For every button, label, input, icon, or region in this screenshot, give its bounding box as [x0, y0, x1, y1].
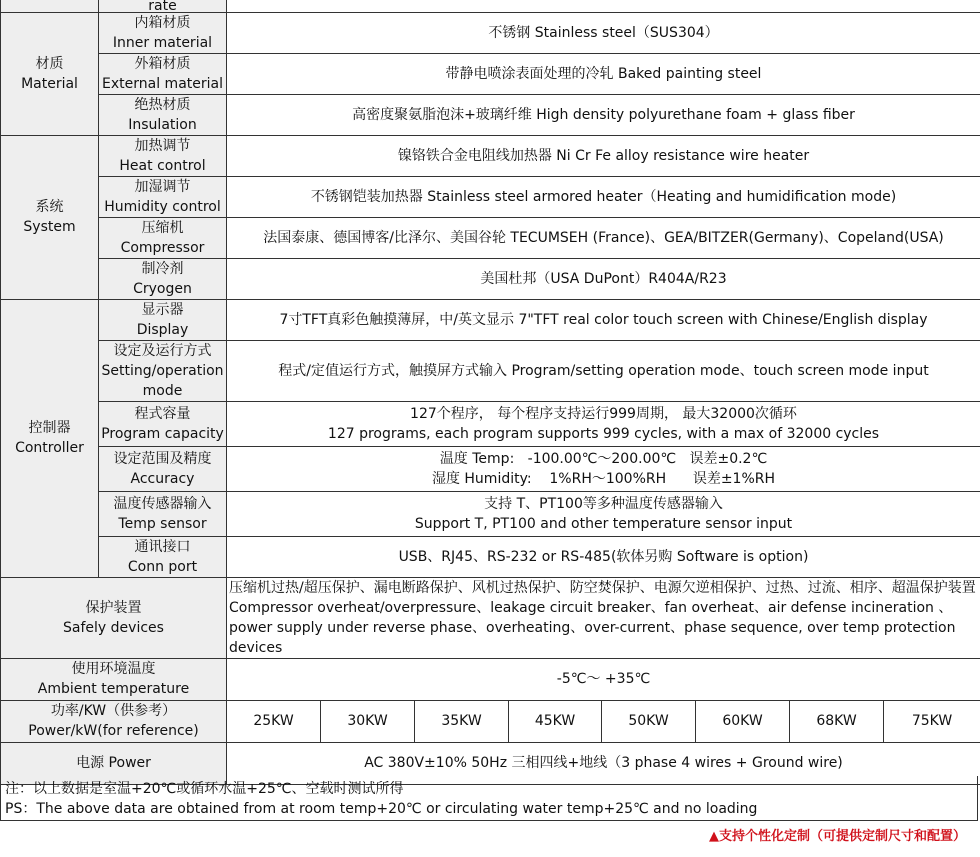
inner-material-label — [99, 12, 227, 53]
power-kw-cell: 60KW — [696, 700, 790, 742]
inner-material-value: 不锈钢 Stainless steel（SUS304） — [227, 12, 980, 53]
material-inner-row — [1, 12, 980, 53]
heat-control-value: 镍铬铁合金电阻线加热器 Ni Cr Fe alloy resistance wire heater — [227, 135, 980, 176]
system-group-cn: 系统 — [35, 199, 64, 215]
ambient-row — [1, 658, 980, 700]
inner-material-en: Inner material — [112, 34, 213, 51]
material-group-cn: 材质 — [35, 55, 64, 72]
power-kw-cell: 50KW — [602, 700, 696, 742]
material-external-row — [1, 53, 980, 94]
power-kw-label — [1, 700, 227, 742]
top-fragment-label: rate — [148, 0, 177, 12]
controller-group-cn: 控制器 — [28, 420, 71, 436]
notes-box — [0, 776, 978, 821]
setting-label — [99, 340, 227, 401]
controller-sensor-row — [1, 491, 980, 536]
sensor-value — [227, 491, 980, 536]
controller-setting-row — [1, 340, 980, 401]
material-group-en: Material — [21, 75, 78, 92]
setting-value: 程式/定值运行方式，触摸屏方式输入 Program/setting operation mode、touch screen mode input — [227, 340, 980, 401]
controller-program-row — [1, 401, 980, 446]
sensor-label — [99, 491, 227, 536]
heat-control-label — [99, 135, 227, 176]
insulation-en: Insulation — [128, 116, 197, 133]
controller-group-en: Controller — [15, 440, 84, 456]
ambient-en: Ambient temperature — [37, 681, 190, 697]
conn-value: USB、RJ45、RS-232 or RS-485(软体另购 Software is option) — [227, 536, 980, 577]
top-fragment-row — [1, 0, 980, 12]
compressor-label — [99, 217, 227, 258]
program-label — [99, 401, 227, 446]
system-group — [1, 135, 99, 299]
safety-label — [1, 577, 227, 658]
safety-value — [227, 577, 980, 658]
ambient-value: -5℃～ +35℃ — [227, 658, 980, 700]
power-kw-cn: 功率/KW（供参考） — [50, 703, 177, 719]
setting-cn: 设定及运行方式 — [113, 342, 212, 359]
accuracy-value — [227, 446, 980, 491]
power-supply-label: 电源 Power — [1, 742, 227, 784]
external-material-en: External material — [102, 75, 223, 92]
note-en: PS：The above data are obtained from at room temp+20℃ or circulating water temp+25℃ and no loading — [5, 801, 758, 817]
safety-cn: 保护装置 — [85, 599, 142, 616]
power-kw-cell: 35KW — [415, 700, 509, 742]
compressor-cn: 压缩机 — [141, 219, 184, 236]
humidity-control-en: Humidity control — [104, 198, 221, 215]
program-en: Program capacity — [101, 425, 224, 442]
external-material-label — [99, 53, 227, 94]
system-compressor-row — [1, 217, 980, 258]
controller-group — [1, 299, 99, 577]
controller-accuracy-row — [1, 446, 980, 491]
cryogen-value: 美国杜邦（USA DuPont）R404A/R23 — [227, 258, 980, 299]
sensor-cn: 温度传感器输入 — [113, 495, 212, 512]
accuracy-cn: 设定范围及精度 — [113, 450, 212, 467]
insulation-label — [99, 94, 227, 135]
power-kw-cell: 30KW — [321, 700, 415, 742]
controller-conn-row — [1, 536, 980, 577]
cryogen-cn: 制冷剂 — [141, 260, 184, 277]
safety-value-cn: 压缩机过热/超压保护、漏电断路保护、风机过热保护、防空焚保护、电源欠逆相保护、过热、过流、相序、超温保护装置 — [229, 579, 976, 596]
power-kw-cell: 68KW — [790, 700, 884, 742]
display-cn: 显示器 — [141, 301, 184, 318]
accuracy-label — [99, 446, 227, 491]
safety-row — [1, 577, 980, 658]
system-cryogen-row — [1, 258, 980, 299]
power-kw-cell: 45KW — [509, 700, 602, 742]
inner-material-cn: 内箱材质 — [134, 14, 191, 31]
material-group — [1, 12, 99, 135]
external-material-cn: 外箱材质 — [134, 55, 191, 72]
custom-note: ▲支持个性化定制（可提供定制尺寸和配置） — [709, 829, 966, 844]
ambient-cn: 使用环境温度 — [71, 661, 156, 677]
humidity-control-value: 不锈钢铠装加热器 Stainless steel armored heater（Heating and humidification mode) — [227, 176, 980, 217]
accuracy-en: Accuracy — [130, 470, 195, 487]
cryogen-label — [99, 258, 227, 299]
sensor-value-cn: 支持 T、PT100等多种温度传感器输入 — [484, 495, 723, 512]
setting-en2: mode — [142, 382, 183, 399]
display-en: Display — [136, 321, 189, 338]
power-kw-row — [1, 700, 980, 742]
cryogen-en: Cryogen — [133, 280, 192, 297]
heat-control-en: Heat control — [119, 157, 206, 174]
display-value: 7寸TFT真彩色触摸薄屏，中/英文显示 7"TFT real color touch screen with Chinese/English display — [227, 299, 980, 340]
conn-cn: 通讯接口 — [134, 538, 191, 555]
safety-value-en: Compressor overheat/overpressure、leakage circuit breaker、fan overheat、air defense incineration 、power supply under reverse phase、overheating、over-current、phase sequence, over temp protection devices — [229, 599, 956, 656]
program-cn: 程式容量 — [134, 405, 191, 422]
power-kw-cell: 75KW — [884, 700, 980, 742]
ambient-label — [1, 658, 227, 700]
power-supply-value: AC 380V±10% 50Hz 三相四线+地线（3 phase 4 wires + Ground wire) — [227, 742, 980, 784]
accuracy-temp: 温度 Temp: -100.00℃～200.00℃ 误差±0.2℃ — [439, 450, 768, 467]
system-humidity-row — [1, 176, 980, 217]
program-value-cn: 127个程序， 每个程序支持运行999周期， 最大32000次循环 — [410, 405, 797, 422]
sensor-en: Temp sensor — [118, 515, 207, 532]
accuracy-humidity: 湿度 Humidity: 1%RH～100%RH 误差±1%RH — [431, 470, 776, 487]
insulation-value: 高密度聚氨脂泡沫+玻璃纤维 High density polyurethane foam + glass fiber — [227, 94, 980, 135]
conn-en: Conn port — [127, 558, 198, 575]
safety-en: Safely devices — [63, 619, 164, 636]
material-insulation-row — [1, 94, 980, 135]
humidity-control-cn: 加湿调节 — [134, 178, 191, 195]
power-kw-cell: 25KW — [227, 700, 321, 742]
display-label — [99, 299, 227, 340]
compressor-value: 法国泰康、德国博客/比泽尔、美国谷轮 TECUMSEH (France)、GEA/BITZER(Germany)、Copeland(USA) — [227, 217, 980, 258]
note-cn: 注：以上数据是室温+20℃或循环水温+25℃、空载时测试所得 — [5, 781, 404, 797]
controller-display-row — [1, 299, 980, 340]
system-heat-row — [1, 135, 980, 176]
heat-control-cn: 加热调节 — [134, 137, 191, 154]
program-value — [227, 401, 980, 446]
setting-en1: Setting/operation — [101, 362, 224, 379]
program-value-en: 127 programs, each program supports 999 cycles, with a max of 32000 cycles — [327, 425, 880, 442]
compressor-en: Compressor — [120, 239, 205, 256]
external-material-value: 带静电喷涂表面处理的冷轧 Baked painting steel — [227, 53, 980, 94]
humidity-control-label — [99, 176, 227, 217]
sensor-value-en: Support T, PT100 and other temperature sensor input — [414, 515, 793, 532]
insulation-cn: 绝热材质 — [134, 96, 191, 113]
system-group-en: System — [23, 219, 76, 235]
power-kw-en: Power/kW(for reference) — [28, 723, 199, 739]
conn-label — [99, 536, 227, 577]
